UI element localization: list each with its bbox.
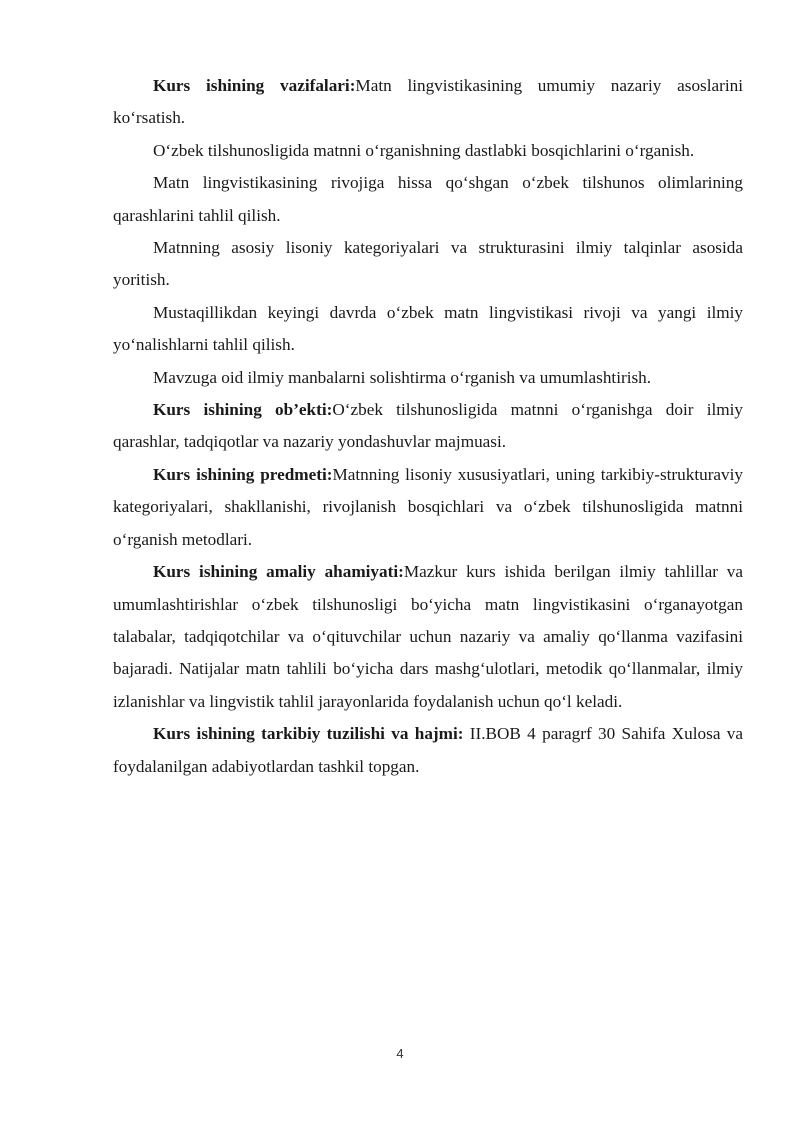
paragraph-task-6	[113, 362, 743, 394]
text-practical-value: Mazkur kurs ishida berilgan ilmiy tahlillar va umumlashtirishlar o‘zbek tilshunosligi bo‘yicha matn lingvistikasini o‘rganayotgan talabalar, tadqiqotchilar va o‘qituvchilar uchun nazariy va amaliy qo‘llanma vazifasini bajaradi. Natijalar matn tahlili bo‘yicha dars mashg‘ulotlari, metodik qo‘llanmalar, ilmiy izlanishlar va lingvistik tahlil jarayonlarida foydalanish uchun qo‘l keladi.	[113, 562, 743, 711]
text-tasks: Matn lingvistikasining umumiy nazariy asoslarini ko‘rsatish.	[113, 76, 743, 128]
text-structure: II.BOB 4 paragrf 30 Sahifa Xulosa va foydalanilgan adabiyotlardan tashkil topgan.	[113, 724, 743, 776]
text-object: O‘zbek tilshunosligida matnni o‘rganishga doir ilmiy qarashlar, tadqiqotlar va nazariy yondashuvlar majmuasi.	[113, 400, 743, 452]
document-body	[113, 70, 743, 783]
paragraph-object	[113, 394, 743, 459]
heading-subject: Kurs ishining predmeti:	[153, 464, 333, 484]
page-number: 4	[396, 1046, 404, 1061]
paragraph-task-2	[113, 135, 743, 167]
text-subject: Matnning lisoniy xususiyatlari, uning tarkibiy-strukturaviy kategoriyalari, shakllanishi, rivojlanish bosqichlari va o‘zbek tilshunosligida matnni o‘rganish metodlari.	[113, 464, 744, 549]
heading-tasks: Kurs ishining vazifalari:	[153, 76, 356, 95]
text-task-2: O‘zbek tilshunosligida matnni o‘rganishning dastlabki bosqichlarini o‘rganish.	[153, 140, 695, 160]
text-task-6: Mavzuga oid ilmiy manbalarni solishtirma o‘rganish va umumlashtirish.	[153, 367, 652, 387]
paragraph-structure	[113, 718, 743, 783]
paragraph-subject	[113, 459, 743, 556]
paragraph-task-4	[113, 232, 743, 297]
paragraph-practical-value	[113, 556, 743, 718]
text-task-4: Matnning asosiy lisoniy kategoriyalari va strukturasini ilmiy talqinlar asosida yoritish.	[113, 238, 743, 290]
paragraph-tasks	[113, 70, 743, 135]
text-task-5: Mustaqillikdan keyingi davrda o‘zbek matn lingvistikasi rivoji va yangi ilmiy yo‘nalishlarni tahlil qilish.	[113, 302, 743, 355]
text-task-3: Matn lingvistikasining rivojiga hissa qo‘shgan o‘zbek tilshunos olimlarining qarashlarini tahlil qilish.	[113, 173, 743, 225]
paragraph-task-3	[113, 167, 743, 232]
heading-object: Kurs ishining ob’ekti:	[153, 400, 333, 420]
paragraph-task-5	[113, 297, 743, 362]
heading-practical-value: Kurs ishining amaliy ahamiyati:	[153, 562, 404, 582]
heading-structure: Kurs ishining tarkibiy tuzilishi va hajmi:	[153, 724, 464, 744]
